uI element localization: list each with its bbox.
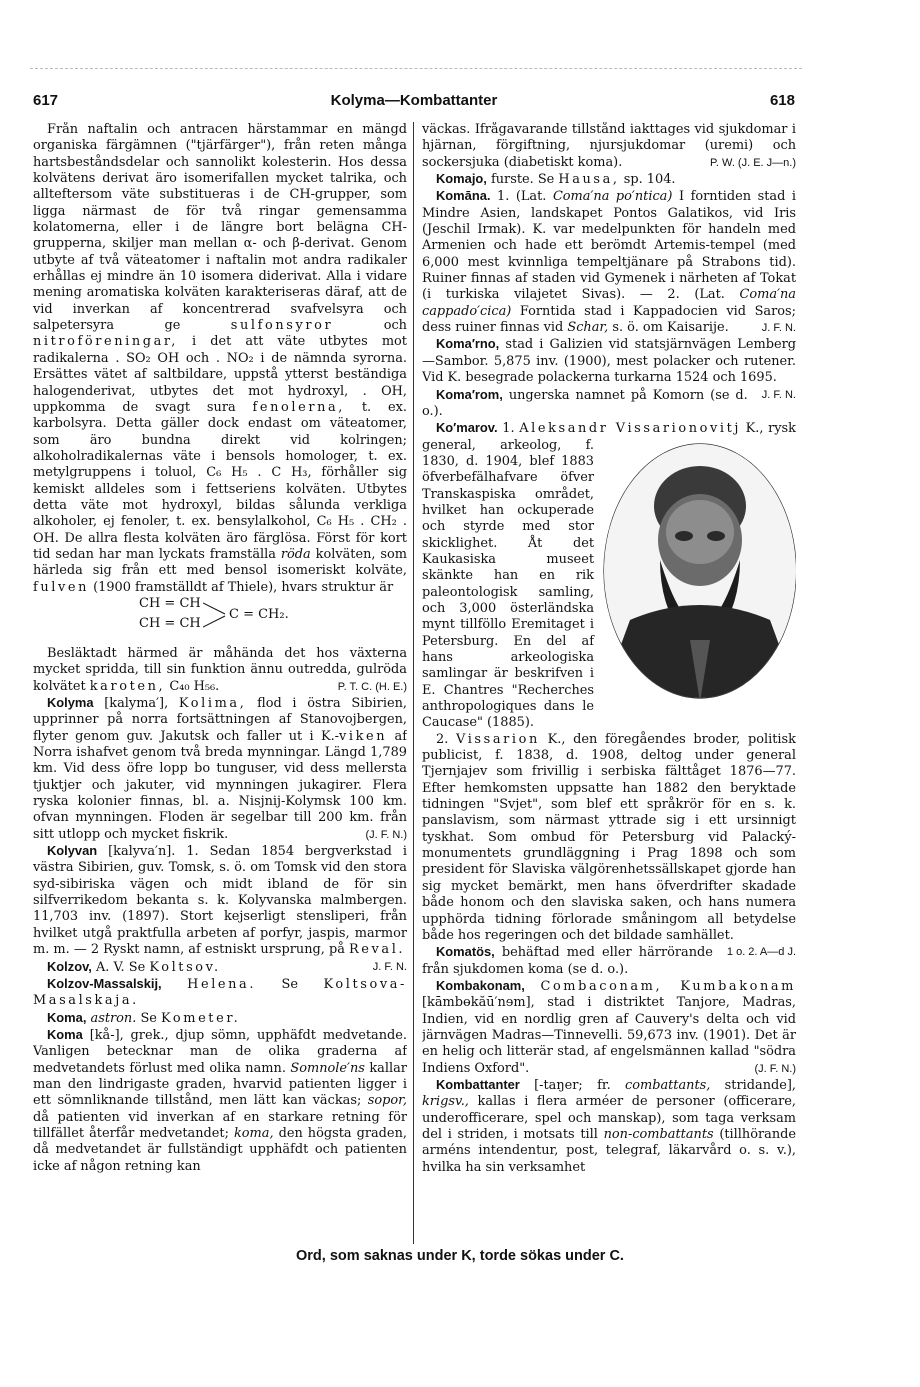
formula-right: C = CH₂. [229, 606, 289, 622]
entry-kolzov-massalskij: Kolzov-Massalskij, Helena. Se Koltsova-Masalskaja. [33, 975, 407, 1009]
headword: Komāna. [436, 188, 491, 204]
headword: Ko′marov. [436, 420, 498, 436]
footer-note: Ord, som saknas under K, torde sökas under C. [296, 1248, 624, 1264]
column-divider [413, 122, 414, 1244]
entry-komatos: Komatös, behäftad med eller härrörande från sjukdomen koma (se d. o.). [422, 944, 713, 977]
entry-kolyma: Kolyma [kalyma′], Kolima, flod i östra Sibirien, upprinner på norra fortsättningen af Stanovojbergen, flyter genom guv. Jakutsk och faller ut i K.-viken af Norra ishafvet genom två breda mynningar. Längd 1,789 km. Vid dess öfre lopp bo tunguser, vid dess mellersta tjuktjer och jakuter, vid mynningen jukagirer. Flera ryska kolonier finnas, bl. a. Nisjnij-Kolymsk 100 km. ofvan mynningen. Floden är segelbar till 200 km. från sitt utlopp och mycket fiskrik. (J. F. N.) [33, 695, 407, 842]
signature: P. T. C. (H. E.) [337, 680, 407, 693]
entry-koma: Koma [kå-], grek., djup sömn, upphäfdt medvetande. Vanligen betecknar man de olika graderna af medvetandets förlust med olika namn. Somnole′ns kallar man den lindrigaste graden, hvarvid patienten ligger i ett sömnliknande tillstånd, men lätt kan väckas; sopor, då patienten vid inverkan af en starkare retning för tillfället återfår medvetandet; koma, den högsta graden, då medvetandet är fullständigt upphäfdt och patienten icke af någon retning kan [33, 1026, 407, 1174]
headword: Koma, [47, 1009, 87, 1025]
entry-komana: Komāna. 1. (Lat. Coma′na po′ntica) I forntiden stad i Mindre Asien, landskapet Pontos Galatikos, vid Iris (Jeschil Irmak). K. var medelpunkten för handeln med Armenien och hade ett berömdt Artemis-tempel (med 6,000 mest kvinnliga tempeltjänare på Strabons tid). Ruiner finnas af staden vid Gymenek i närheten af Tokat (i turkiska vilajetet Sivas). — 2. (Lat. Coma′na cappado′cica) Forntida stad i Kappadocien vid Saros; dess ruiner finnas vid Schar, s. ö. om Kaisarije. J. F. N. [422, 188, 796, 336]
headword: Koma [47, 1026, 83, 1042]
headword: Kolzov, [47, 958, 92, 974]
headword: Kombakonam, [436, 977, 525, 993]
headword: Kombattanter [436, 1076, 520, 1092]
entry-kombattanter: Kombattanter [-taŋer; fr. combattants, stridande], krigsv., kallas i flera arméer de personer (officerare, underofficerare, spel och manskap), som taga verksam del i striden, i motsats till non-combattants (tillhörande arméns intendentur, post, telegraf, läkarvård o. s. v.), hvilka ha sin verksamhet [422, 1076, 796, 1175]
page-header [33, 92, 795, 112]
entry-komarno: Koma′rno, stad i Galizien vid statsjärnvägen Lemberg—Sambor. 5,875 inv. (1900), mest polacker och rutener. Vid K. besegrade polackerna turkarna 1524 och 1695. J. F. N. [422, 336, 796, 386]
page-number-right: 618 [769, 92, 795, 109]
signature: 1 o. 2. A—d J. [726, 946, 796, 959]
koma-continuation: väckas. Ifrågavarande tillstånd iakttages vid sjukdomar i hjärnan, förgiftning, njursjukdomar (uremi) och sockersjuka (diabetiskt koma). P. W. (J. E. J—n.) [422, 122, 796, 170]
formula-line-2: CH = CH [139, 615, 201, 631]
signature: J. F. N. [761, 388, 796, 401]
headword: Koma′rom, [436, 386, 503, 402]
right-column [422, 122, 796, 1222]
portrait-komarov [600, 440, 796, 702]
entry-komarov: Ko′marov. 1. Aleksandr Vissarionovitj K., rysk general, arkeolog, f. 1830, d. 1904, blef 1883 öfverbefälhafvare öfver Transkaspiska området, hvilket han ockuperade och styrde med stor skicklighet. Åt det Kaukasiska museet skänkte han en rik paleontologisk samling, och 3,000 österländska mynt tillföllo Eremitaget i Petersburg. En del af hans arkeologiska samlingar är beskrifven i E. Chantres "Recherches anthropologiques dans le Caucase" (1885). [422, 420, 796, 732]
entry-kolzov: Kolzov, A. V. Se Koltsov. [47, 958, 221, 975]
headword: Kolyvan [47, 843, 98, 859]
headword: Koma′rno, [436, 336, 500, 352]
headword: Komatös, [436, 944, 495, 960]
signature: J. F. N. [372, 960, 407, 973]
headword: Komajo, [436, 171, 487, 187]
entry-kombakonam: Kombakonam, Combaconam, Kumbakonam [kāmbɵkăū′nɘm], stad i distriktet Tanjore, Madras, Indien, vid en nordlig gren af Cauvery's delta och vid järnvägen Madras—Tinnevelli. 59,673 inv. (1901). Det är en helig och litterär stad, af engelsmännen kallad "södra Indiens Oxford". (J. F. N.) [422, 977, 796, 1076]
headword: Kolzov-Massalskij, [47, 975, 162, 991]
running-title: Kolyma—Kombattanter [330, 92, 498, 109]
entry-kolyvan: Kolyvan [kalyva′n]. 1. Sedan 1854 bergverkstad i västra Sibirien, guv. Tomsk, s. ö. om Tomsk vid den stora syd-sibiriska vägen och midt ibland de för sin silfverrikedom bekanta s. k. Kolyvanska malmbergen. 11,703 inv. (1897). Stort kejserligt stensliperi, från hvilket utgå praktfulla arbeten af porfyr, jaspis, marmor m. m. — 2 Ryskt namn, af estniskt ursprung, på Reval. J. F. N. [33, 843, 407, 958]
signature: (J. F. N.) [754, 1062, 796, 1075]
fulvene-formula [33, 596, 407, 646]
portrait-image [600, 440, 796, 702]
signature: J. F. N. [761, 322, 796, 335]
left-column [33, 122, 407, 1222]
entry-koma-astron: Koma, astron. Se Kometer. [47, 1009, 241, 1026]
chemistry-paragraph: Från naftalin och antracen härstammar en mängd organiska färgämnen ("tjärfärger"), från reten många hartsbeståndsdelar och sannolikt kolesterin. Hos dessa kolvätens derivat äro isomerifallen mycket talrika, och allteftersom väte substitueras i de CH-grupper, som ligga närmast de för två ringar gemensamma kolatomerna, eller i de längre bort belägna CH-grupperna, skiljer man mellan α- och β-derivat. Genom utbyte af två väteatomer i naftalin mot andra radikaler erhållas ej mindre än 10 isomera diderivat. Alla i vidare mening aromatiska kolväten karakteriseras däraf, att de vid inverkan af koncentrerad svafvelsyra och salpetersyra ge sulfonsyror och nitroföreningar, i det att väte utbytes mot radikalerna . SO₂ OH och . NO₂ i de nämnda syrorna. Ersättes vätet af saltbildare, uppstå ytterst beständiga halogenderivat, utbytes det mot hydroxyl, . OH, uppkomma de svagt sura fenolerna, t. ex. karbolsyra. Detta gäller dock endast om väteatomer, som äro bundna direkt vid kolringen; alkoholradikalernas väte i bensols homologer, t. ex. metylgruppens i toluol, C₆ H₅ . C H₃, förhåller sig kemiskt alldeles som i fettseriens kolväten. Utbytes detta väte mot hydroxyl, bildas sålunda verkliga alkoholer, ej fenoler, t. ex. bensylalkohol, C₆ H₅ . CH₂ . OH. De allra flesta kolväten äro färglösa. Först för kort tid sedan har man lyckats framställa röda kolväten, som härleda sig från ett med bensol isomeriskt kolväte, fulven (1900 framställdt af Thiele), hvars struktur är [33, 122, 407, 595]
karoten-paragraph: Besläktadt härmed är måhända det hos växterna mycket spridda, till sin funktion ännu outredda, gulröda kolvätet karoten, C₄₀ H₅₆. P. T. C. (H. E.) [33, 645, 407, 694]
signature: (J. F. N.) [365, 828, 407, 841]
formula-line-1: CH = CH [139, 595, 201, 611]
entry-komarom: Koma′rom, ungerska namnet på Komorn (se d. o.). [422, 386, 748, 419]
signature: P. W. (J. E. J—n.) [710, 156, 796, 169]
page-number-left: 617 [33, 92, 59, 109]
entry-komajo: Komajo, furste. Se Hausa, sp. 104. [436, 171, 676, 188]
headword: Kolyma [47, 695, 94, 710]
top-dashed-rule [30, 68, 802, 69]
entry-vissarion: 2. Vissarion K., den föregåendes broder, politisk publicist, f. 1838, d. 1908, deltog under general Tjernjajev som frivillig i serbiska fälttåget 1876—77. Efter hemkomsten uppsatte han 1882 den beryktade tidningen "Svjet", som blef ett språkrör för en s. k. panslavism, som närmast yttrade sig i ett ursinnigt tyskhat. Som ombud för Petersburg vid Palacký-monumentets grundläggning i Prag 1898 och som president för Slaviska välgörenhetssällskapet gjorde han sig mycket bemärkt, men hans öfverdrifter skadade både honom och den slaviska saken, och hans numera upphörda tidning förlorade småningom all betydelse både hos regeringen och det bildade samhället. 1 o. 2. A—d J. [422, 732, 796, 944]
